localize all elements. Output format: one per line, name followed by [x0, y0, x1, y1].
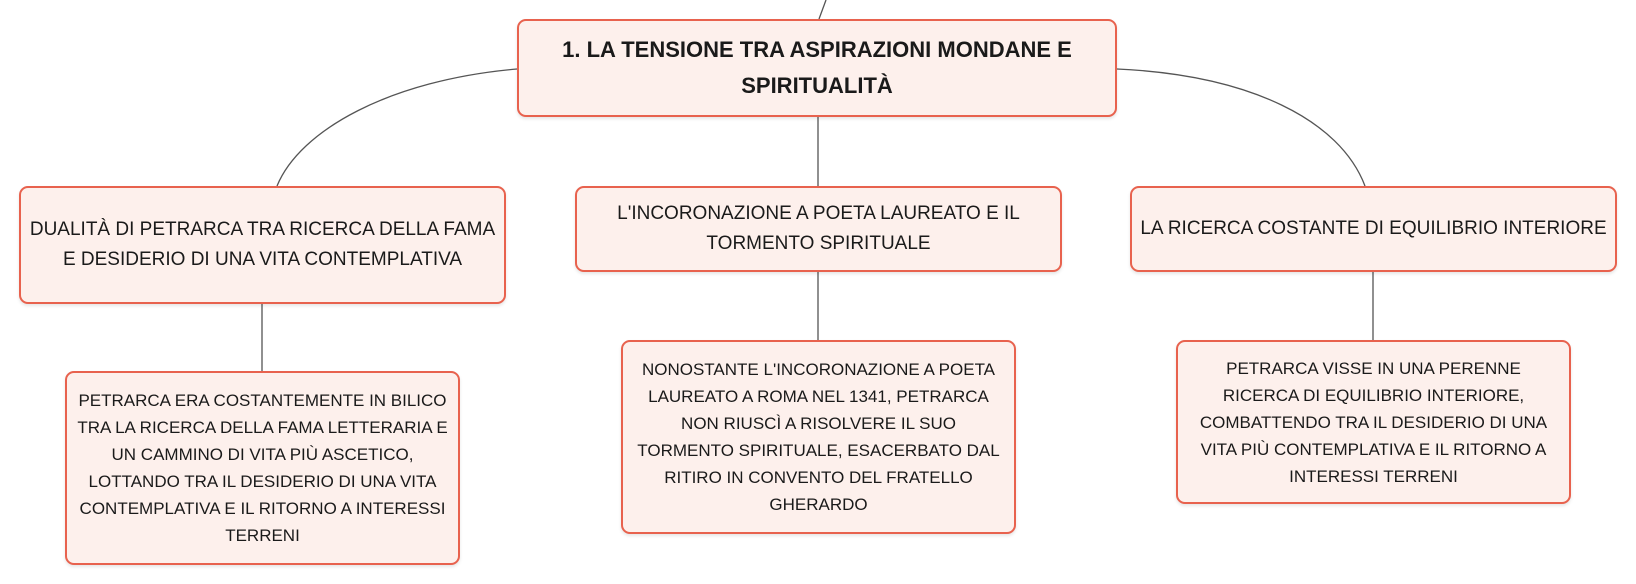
- detail-text-coronation: NONOSTANTE L'INCORONAZIONE A POETA LAUREATO A ROMA NEL 1341, PETRARCA NON RIUSCÌ A RISOLVERE IL SUO TORMENTO SPIRITUALE, ESACERBATO DAL RITIRO IN CONVENTO DEL FRATELLO GHERARDO: [637, 360, 1000, 514]
- detail-text-duality: PETRARCA ERA COSTANTEMENTE IN BILICO TRA LA RICERCA DELLA FAMA LETTERARIA E UN CAMMINO DI VITA PIÙ ASCETICO, LOTTANDO TRA IL DESIDERIO DI UNA VITA CONTEMPLATIVA E IL RITORNO A INTERESSI TERRENI: [77, 391, 448, 545]
- connector-root-to-branch-1: [277, 69, 517, 186]
- root-topic-title: 1. LA TENSIONE TRA ASPIRAZIONI MONDANE E SPIRITUALITÀ: [562, 37, 1072, 98]
- branch-node-coronation[interactable]: [575, 186, 1062, 272]
- detail-node-duality[interactable]: [65, 371, 460, 565]
- detail-node-balance[interactable]: [1176, 340, 1571, 504]
- branch-label-balance: LA RICERCA COSTANTE DI EQUILIBRIO INTERIORE: [1140, 218, 1607, 239]
- branch-node-duality[interactable]: [19, 186, 506, 304]
- branch-label-coronation: L'INCORONAZIONE A POETA LAUREATO E IL TORMENTO SPIRITUALE: [617, 203, 1020, 254]
- root-topic-node[interactable]: [517, 19, 1117, 117]
- branch-label-duality: DUALITÀ DI PETRARCA TRA RICERCA DELLA FAMA E DESIDERIO DI UNA VITA CONTEMPLATIVA: [29, 219, 496, 270]
- detail-node-coronation[interactable]: [621, 340, 1016, 534]
- detail-text-balance: PETRARCA VISSE IN UNA PERENNE RICERCA DI EQUILIBRIO INTERIORE, COMBATTENDO TRA IL DESIDERIO DI UNA VITA PIÙ CONTEMPLATIVA E IL RITORNO A INTERESSI TERRENI: [1199, 358, 1548, 486]
- connector-parent-to-root: [819, 0, 826, 19]
- connector-root-to-branch-3: [1117, 69, 1365, 186]
- branch-node-balance[interactable]: [1130, 186, 1617, 272]
